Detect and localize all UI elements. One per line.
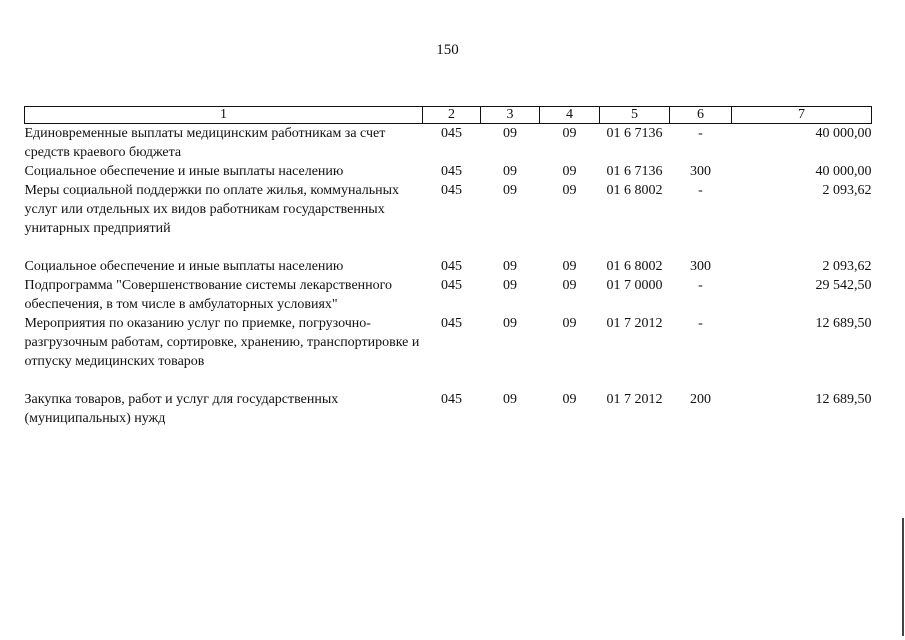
cell-amount: 12 689,50 [815, 392, 872, 407]
cell-col-4: 09 [562, 392, 577, 407]
cell-amount: 40 000,00 [815, 126, 872, 141]
cell-col-2: 045 [441, 259, 462, 274]
cell-description: Единовременные выплаты медицинским работникам за счет средств краевого бюджета [24, 126, 386, 160]
cell-col-3: 09 [503, 183, 517, 198]
cell-col-3: 09 [503, 164, 517, 179]
cell-col-6: 300 [690, 259, 711, 274]
cell-col-5: 01 6 7136 [606, 126, 663, 141]
cell-amount: 29 542,50 [815, 278, 872, 293]
cell-col-6: - [698, 278, 703, 293]
cell-col-3: 09 [503, 392, 517, 407]
cell-col-4: 09 [562, 126, 577, 141]
cell-amount: 2 093,62 [822, 259, 872, 274]
table-body [25, 124, 872, 429]
cell-col-5: 01 7 2012 [606, 392, 663, 407]
header-col-3: 3 [481, 107, 540, 124]
cell-col-2: 045 [441, 164, 462, 179]
cell-col-5: 01 6 8002 [606, 259, 663, 274]
cell-col-3: 09 [503, 126, 517, 141]
header-col-4: 4 [540, 107, 600, 124]
cell-description: Социальное обеспечение и иные выплаты населению [24, 164, 344, 179]
cell-col-4: 09 [562, 259, 577, 274]
header-row [25, 107, 872, 124]
table-header [25, 107, 872, 124]
cell-col-6: - [698, 316, 703, 331]
budget-table [24, 106, 872, 428]
cell-col-2: 045 [441, 316, 462, 331]
header-col-1: 1 [25, 107, 423, 124]
table-row [25, 162, 872, 181]
page-number: 150 [436, 42, 459, 58]
cell-col-4: 09 [562, 278, 577, 293]
cell-amount: 2 093,62 [822, 183, 872, 198]
cell-col-4: 09 [562, 183, 577, 198]
cell-col-4: 09 [562, 316, 577, 331]
cell-col-5: 01 7 0000 [606, 278, 663, 293]
cell-col-2: 045 [441, 278, 462, 293]
cell-col-2: 045 [441, 126, 462, 141]
cell-col-4: 09 [562, 164, 577, 179]
table-row [25, 276, 872, 314]
header-col-5: 5 [600, 107, 670, 124]
table-row [25, 124, 872, 163]
cell-description: Социальное обеспечение и иные выплаты населению [24, 259, 344, 274]
table-row [25, 181, 872, 238]
table-row [25, 314, 872, 371]
header-col-2: 2 [423, 107, 481, 124]
row-spacer-cell [25, 371, 872, 390]
header-col-6: 6 [670, 107, 732, 124]
row-spacer [25, 371, 872, 390]
cell-col-5: 01 6 8002 [606, 183, 663, 198]
cell-description: Закупка товаров, работ и услуг для государственных (муниципальных) нужд [24, 392, 339, 426]
cell-col-6: 200 [690, 392, 711, 407]
cell-description: Меры социальной поддержки по оплате жилья, коммунальных услуг или отдельных их видов работникам государственных унитарных предприятий [24, 183, 400, 236]
cell-col-3: 09 [503, 278, 517, 293]
cell-col-6: - [698, 126, 703, 141]
row-spacer [25, 238, 872, 257]
cell-description: Подпрограмма "Совершенствование системы лекарственного обеспечения, в том числе в амбулаторных условиях" [24, 278, 393, 312]
cell-col-6: 300 [690, 164, 711, 179]
cell-amount: 40 000,00 [815, 164, 872, 179]
cell-amount: 12 689,50 [815, 316, 872, 331]
cell-description: Мероприятия по оказанию услуг по приемке, погрузочно-разгрузочным работам, сортировке, хранению, транспортировке и отпуску медицинских товаров [24, 316, 420, 369]
row-spacer-cell [25, 238, 872, 257]
header-col-7: 7 [732, 107, 872, 124]
cell-col-3: 09 [503, 316, 517, 331]
cell-col-5: 01 7 2012 [606, 316, 663, 331]
cell-col-6: - [698, 183, 703, 198]
cell-col-5: 01 6 7136 [606, 164, 663, 179]
cell-col-2: 045 [441, 183, 462, 198]
scan-edge-line [902, 518, 904, 636]
table-row [25, 257, 872, 276]
cell-col-3: 09 [503, 259, 517, 274]
cell-col-2: 045 [441, 392, 462, 407]
table-row [25, 390, 872, 428]
